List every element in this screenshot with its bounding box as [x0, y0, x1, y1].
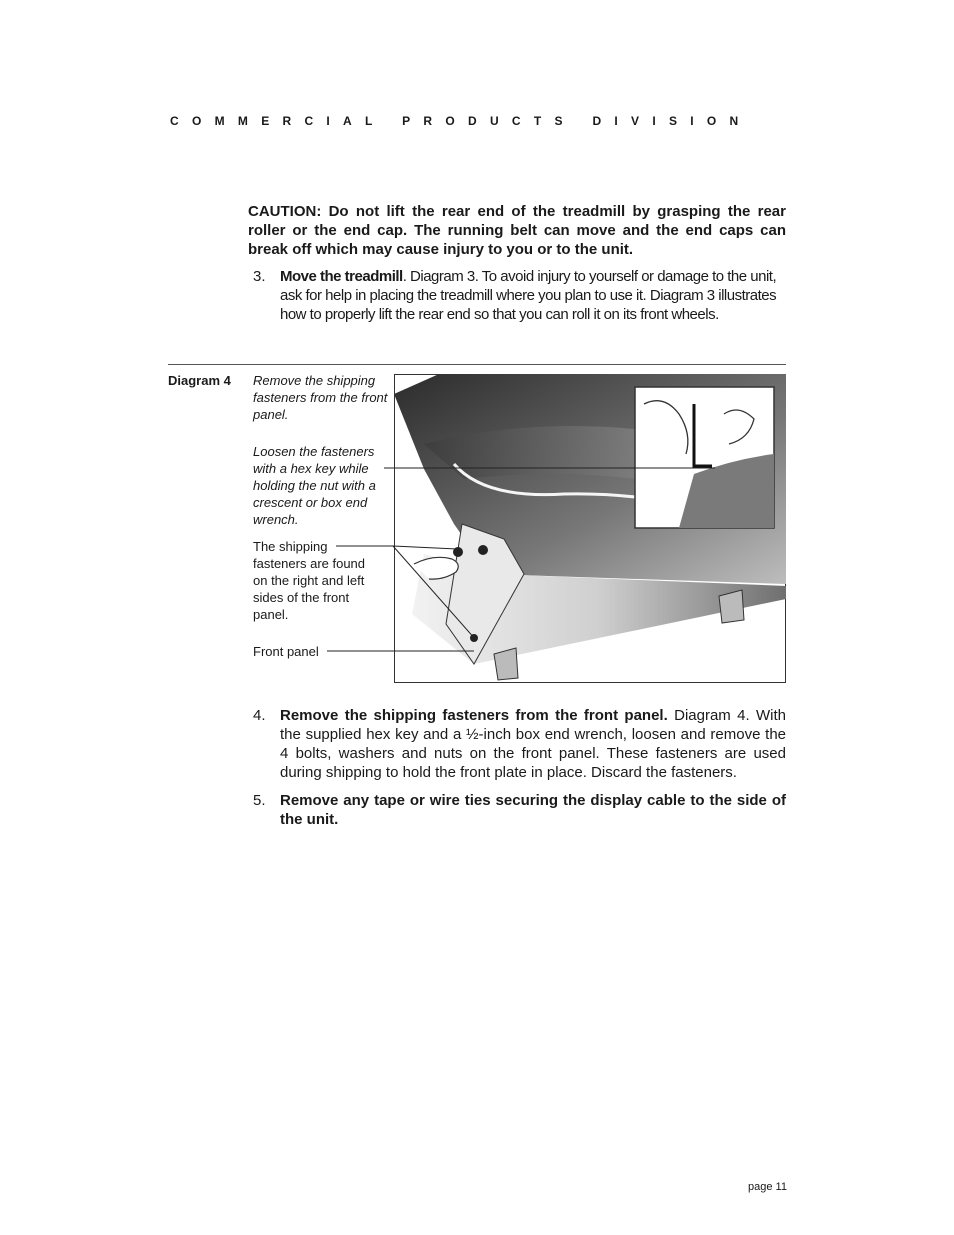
- step-title: Remove any tape or wire ties securing the display cable to the side of the unit.: [280, 792, 786, 828]
- page-number: page 11: [748, 1181, 787, 1193]
- caption-remove-fasteners: Remove the shipping fasteners from the front panel.: [253, 373, 388, 422]
- step-number: 4.: [253, 707, 266, 724]
- step-body: [280, 706, 786, 782]
- step-body: [280, 791, 786, 829]
- diagram-label: Diagram 4: [168, 373, 231, 388]
- step-5: [248, 791, 786, 829]
- step-title: Move the treadmill: [280, 268, 403, 285]
- step-text: . Diagram 3. To avoid injury to yourself or damage to the unit, ask for help in placing the treadmill where you plan to use it. Diagram 3 illustrates how to properly lift the rear end so that you can roll it on its front wheels.: [280, 268, 777, 323]
- caution-paragraph: CAUTION: Do not lift the rear end of the treadmill by grasping the rear roller or the end cap. The running belt can move and the end caps can break off which may cause injury to you or to the unit.: [248, 203, 786, 258]
- step-title: Remove the shipping fasteners from the front panel.: [280, 707, 668, 724]
- step-4: [248, 706, 786, 782]
- caption-fastener-location: The shipping fasteners are found on the right and left sides of the front panel.: [253, 539, 366, 622]
- division-header: COMMERCIAL PRODUCTS DIVISION: [170, 114, 752, 128]
- caption-loosen-fasteners: Loosen the fasteners with a hex key while holding the nut with a crescent or box end wrench.: [253, 444, 376, 527]
- step-text: Diagram 4. With the supplied hex key and a ½-inch box end wrench, loosen and remove the 4 bolts, washers and nuts on the front panel. These fasteners are used during shipping to hold the front plate in place. Discard the fasteners.: [280, 707, 786, 781]
- treadmill-front-panel-illustration: [394, 374, 786, 683]
- step-body: [280, 267, 786, 324]
- step-number: 5.: [253, 792, 266, 809]
- step-3: [248, 267, 786, 324]
- step-number: 3.: [253, 268, 266, 285]
- section-divider: [168, 364, 786, 365]
- caption-front-panel: Front panel: [253, 644, 319, 659]
